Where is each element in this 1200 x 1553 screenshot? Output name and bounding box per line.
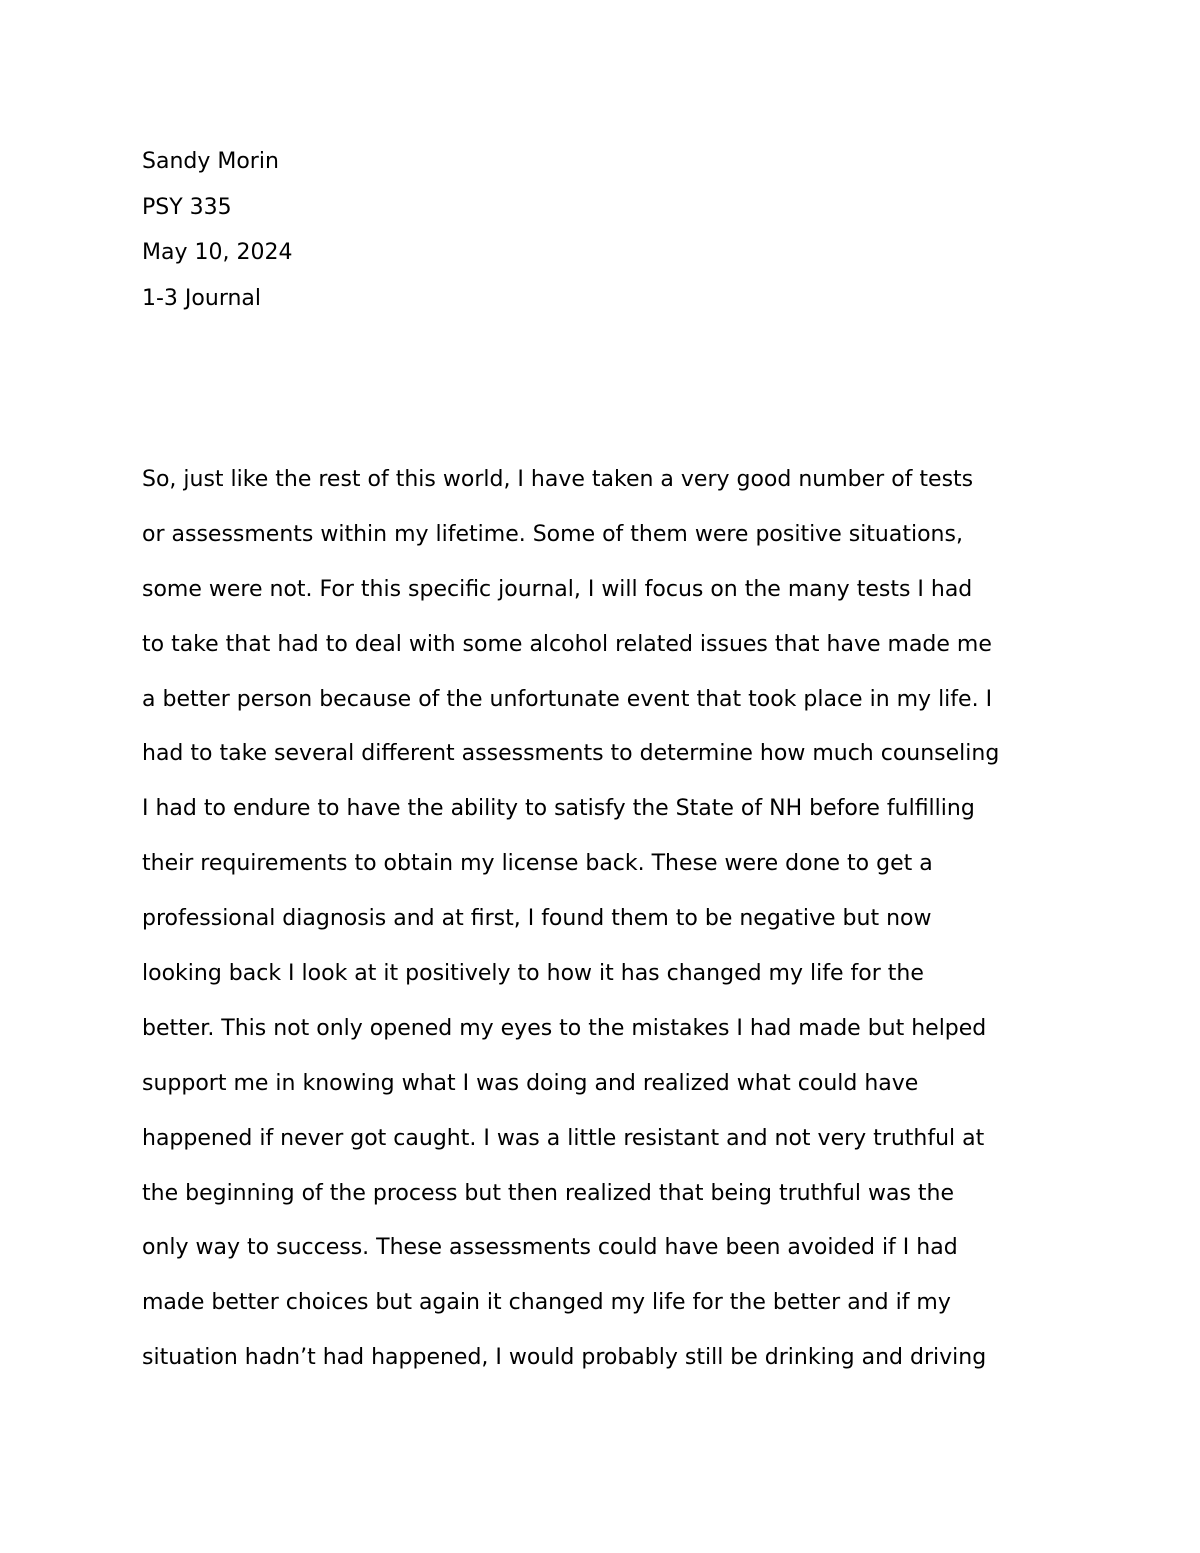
body-line: happened if never got caught. I was a little resistant and not very truthful at bbox=[142, 1125, 985, 1151]
body-line: support me in knowing what I was doing and realized what could have bbox=[142, 1070, 919, 1096]
body-line: had to take several different assessments to determine how much counseling bbox=[142, 741, 1000, 767]
journal-body bbox=[142, 453, 999, 1386]
document-title: 1-3 Journal bbox=[142, 285, 262, 311]
body-line: looking back I look at it positively to how it has changed my life for the bbox=[142, 961, 924, 987]
body-line: professional diagnosis and at first, I found them to be negative but now bbox=[142, 906, 932, 932]
document-date: May 10, 2024 bbox=[142, 240, 293, 265]
body-line: only way to success. These assessments could have been avoided if I had bbox=[142, 1235, 958, 1261]
course-code: PSY 335 bbox=[142, 194, 232, 220]
body-line: to take that had to deal with some alcohol related issues that have made me bbox=[142, 631, 992, 657]
body-line: So, just like the rest of this world, I have taken a very good number of tests bbox=[142, 467, 974, 492]
body-line: better. This not only opened my eyes to the mistakes I had made but helped bbox=[142, 1015, 987, 1041]
author-name: Sandy Morin bbox=[142, 149, 279, 174]
body-line: their requirements to obtain my license back. These were done to get a bbox=[142, 851, 933, 877]
body-line: made better choices but again it changed my life for the better and if my bbox=[142, 1290, 951, 1316]
body-line: situation hadn’t had happened, I would probably still be drinking and driving bbox=[142, 1345, 987, 1371]
document-header bbox=[142, 139, 292, 321]
body-line: a better person because of the unfortunate event that took place in my life. I bbox=[142, 686, 993, 712]
body-line: I had to endure to have the ability to satisfy the State of NH before fulfilling bbox=[142, 796, 975, 822]
body-line: some were not. For this specific journal, I will focus on the many tests I had bbox=[142, 576, 973, 602]
body-line: the beginning of the process but then realized that being truthful was the bbox=[142, 1180, 955, 1206]
body-line: or assessments within my lifetime. Some of them were positive situations, bbox=[142, 521, 963, 547]
